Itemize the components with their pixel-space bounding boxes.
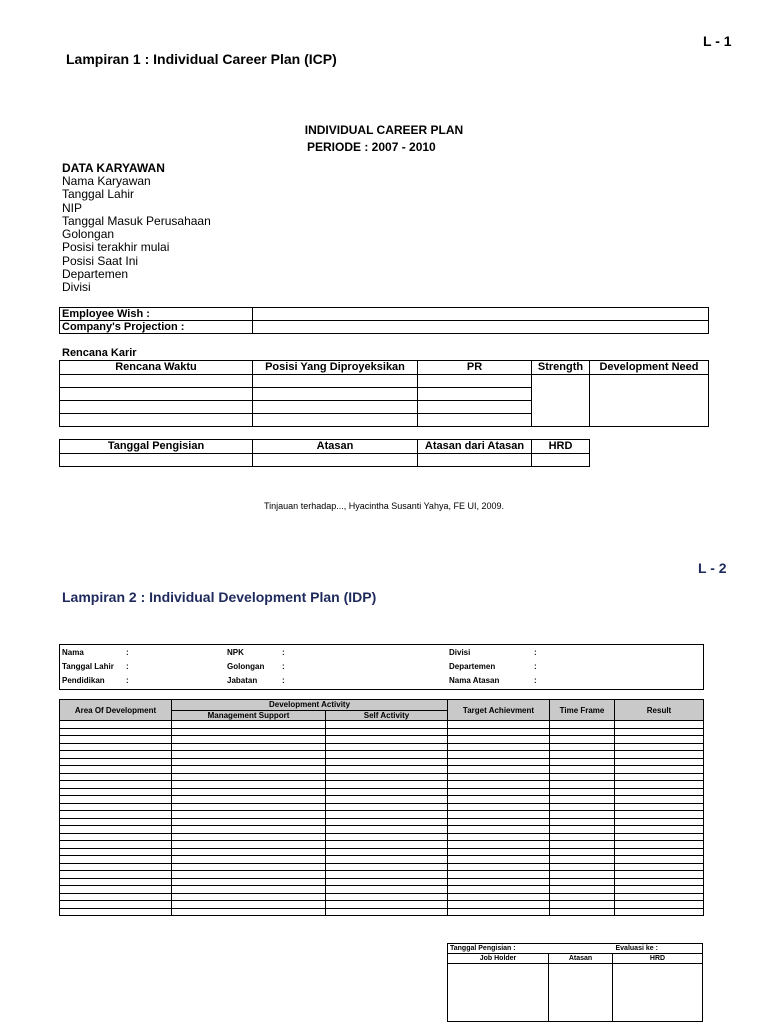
cell[interactable] bbox=[253, 375, 418, 388]
appendix-2-title: Lampiran 2 : Individual Development Plan (IDP) bbox=[62, 589, 377, 605]
cell[interactable] bbox=[326, 871, 448, 879]
cell[interactable] bbox=[60, 414, 253, 427]
cell[interactable] bbox=[615, 773, 704, 781]
field-tanggal-lahir: Tanggal Lahir bbox=[62, 187, 135, 202]
colon: : bbox=[282, 648, 285, 657]
strength-cell[interactable] bbox=[532, 375, 590, 427]
cell[interactable] bbox=[615, 781, 704, 789]
table-row bbox=[60, 826, 704, 834]
cell[interactable] bbox=[448, 826, 550, 834]
cell[interactable] bbox=[326, 856, 448, 864]
colon: : bbox=[126, 676, 129, 685]
cell[interactable] bbox=[60, 901, 172, 909]
cell[interactable] bbox=[326, 743, 448, 751]
cell[interactable] bbox=[60, 818, 172, 826]
cell[interactable] bbox=[60, 811, 172, 819]
cell[interactable] bbox=[326, 833, 448, 841]
cell[interactable] bbox=[615, 803, 704, 811]
cell[interactable] bbox=[550, 826, 615, 834]
table-row bbox=[60, 811, 704, 819]
cell[interactable] bbox=[550, 751, 615, 759]
company-projection-field[interactable] bbox=[253, 321, 709, 334]
cell[interactable] bbox=[615, 878, 704, 886]
table-row bbox=[60, 728, 704, 736]
cell[interactable] bbox=[172, 886, 326, 894]
cell[interactable] bbox=[326, 781, 448, 789]
cell[interactable] bbox=[448, 736, 550, 744]
page-code-l2: L - 2 bbox=[698, 560, 727, 576]
field-divisi: Divisi bbox=[62, 280, 91, 295]
col-pr: PR bbox=[418, 361, 532, 375]
cell[interactable] bbox=[326, 886, 448, 894]
table-row bbox=[60, 886, 704, 894]
cell[interactable] bbox=[615, 811, 704, 819]
cell[interactable] bbox=[60, 758, 172, 766]
field-nip: NIP bbox=[62, 200, 83, 215]
cell[interactable] bbox=[550, 878, 615, 886]
cell[interactable] bbox=[60, 773, 172, 781]
cell[interactable] bbox=[172, 743, 326, 751]
field-golongan: Golongan bbox=[62, 227, 115, 242]
cell[interactable] bbox=[418, 375, 532, 388]
col-posisi-diproyeksikan: Posisi Yang Diproyeksikan bbox=[253, 361, 418, 375]
cell[interactable] bbox=[615, 833, 704, 841]
cell[interactable] bbox=[550, 803, 615, 811]
cell[interactable] bbox=[448, 788, 550, 796]
cell[interactable] bbox=[60, 871, 172, 879]
cell[interactable] bbox=[550, 788, 615, 796]
cell[interactable] bbox=[326, 893, 448, 901]
cell[interactable] bbox=[172, 818, 326, 826]
info-nama-atasan-label: Nama Atasan bbox=[449, 676, 500, 685]
cell[interactable] bbox=[60, 878, 172, 886]
cell[interactable] bbox=[253, 454, 418, 467]
cell[interactable] bbox=[172, 908, 326, 916]
cell[interactable] bbox=[448, 803, 550, 811]
cell[interactable] bbox=[615, 788, 704, 796]
cell[interactable] bbox=[60, 848, 172, 856]
cell[interactable] bbox=[326, 773, 448, 781]
info-divisi-label: Divisi bbox=[449, 648, 471, 657]
cell[interactable] bbox=[60, 781, 172, 789]
cell[interactable] bbox=[448, 758, 550, 766]
cell[interactable] bbox=[172, 751, 326, 759]
cell[interactable] bbox=[550, 841, 615, 849]
field-posisi-terakhir: Posisi terakhir mulai bbox=[62, 240, 170, 255]
cell[interactable] bbox=[550, 886, 615, 894]
cell[interactable] bbox=[615, 848, 704, 856]
cell[interactable] bbox=[172, 766, 326, 774]
col-strength: Strength bbox=[532, 361, 590, 375]
cell[interactable] bbox=[60, 788, 172, 796]
employee-wish-label: Employee Wish : bbox=[60, 308, 253, 321]
col-target-achievment: Target Achievment bbox=[448, 700, 550, 721]
cell[interactable] bbox=[326, 721, 448, 729]
col-atasan: Atasan bbox=[253, 440, 418, 454]
employee-wish-field[interactable] bbox=[253, 308, 709, 321]
data-karyawan-fields bbox=[62, 175, 211, 295]
cell[interactable] bbox=[60, 454, 253, 467]
col-hrd: HRD bbox=[613, 954, 703, 964]
cell[interactable] bbox=[448, 766, 550, 774]
cell[interactable] bbox=[326, 811, 448, 819]
cell[interactable] bbox=[326, 758, 448, 766]
data-karyawan-heading: DATA KARYAWAN bbox=[62, 161, 165, 175]
table-row bbox=[60, 863, 704, 871]
cell[interactable] bbox=[448, 773, 550, 781]
cell[interactable] bbox=[550, 833, 615, 841]
col-job-holder: Job Holder bbox=[448, 954, 549, 964]
cell[interactable] bbox=[448, 908, 550, 916]
cell[interactable] bbox=[448, 878, 550, 886]
rencana-karir-label: Rencana Karir bbox=[62, 347, 137, 359]
cell[interactable] bbox=[448, 781, 550, 789]
cell[interactable] bbox=[418, 414, 532, 427]
cell[interactable] bbox=[60, 833, 172, 841]
cell[interactable] bbox=[326, 803, 448, 811]
table-row bbox=[60, 773, 704, 781]
cell[interactable] bbox=[326, 908, 448, 916]
col-result: Result bbox=[615, 700, 704, 721]
cell[interactable] bbox=[60, 766, 172, 774]
cell[interactable] bbox=[448, 863, 550, 871]
cell[interactable] bbox=[615, 893, 704, 901]
cell[interactable] bbox=[172, 833, 326, 841]
company-projection-label: Company's Projection : bbox=[60, 321, 253, 334]
cell[interactable] bbox=[172, 721, 326, 729]
cell[interactable] bbox=[60, 743, 172, 751]
cell[interactable] bbox=[615, 728, 704, 736]
cell[interactable] bbox=[550, 848, 615, 856]
cell[interactable] bbox=[60, 886, 172, 894]
icp-document-title: INDIVIDUAL CAREER PLAN bbox=[304, 123, 464, 137]
col-management-support: Management Support bbox=[172, 710, 326, 721]
cell[interactable] bbox=[448, 871, 550, 879]
cell[interactable] bbox=[172, 863, 326, 871]
cell[interactable] bbox=[615, 766, 704, 774]
cell[interactable] bbox=[172, 841, 326, 849]
cell[interactable] bbox=[172, 811, 326, 819]
cell[interactable] bbox=[326, 878, 448, 886]
col-development-need: Development Need bbox=[590, 361, 709, 375]
cell[interactable] bbox=[326, 766, 448, 774]
cell[interactable] bbox=[60, 728, 172, 736]
cell[interactable] bbox=[60, 841, 172, 849]
cell[interactable] bbox=[550, 871, 615, 879]
cell[interactable] bbox=[326, 826, 448, 834]
cell[interactable] bbox=[615, 886, 704, 894]
cell[interactable] bbox=[615, 751, 704, 759]
cell[interactable] bbox=[60, 908, 172, 916]
cell[interactable] bbox=[615, 796, 704, 804]
cell[interactable] bbox=[418, 388, 532, 401]
cell[interactable] bbox=[60, 856, 172, 864]
col-atasan-dari-atasan: Atasan dari Atasan bbox=[418, 440, 532, 454]
table-row bbox=[60, 454, 590, 467]
cell[interactable] bbox=[60, 893, 172, 901]
cell[interactable] bbox=[448, 856, 550, 864]
colon: : bbox=[534, 676, 537, 685]
cell[interactable] bbox=[550, 781, 615, 789]
cell[interactable] bbox=[448, 796, 550, 804]
col-development-activity: Development Activity bbox=[172, 700, 448, 711]
cell[interactable] bbox=[550, 893, 615, 901]
cell[interactable] bbox=[550, 721, 615, 729]
colon: : bbox=[282, 662, 285, 671]
cell[interactable] bbox=[172, 728, 326, 736]
cell[interactable] bbox=[448, 833, 550, 841]
table-row bbox=[60, 871, 704, 879]
colon: : bbox=[126, 648, 129, 657]
field-departemen: Departemen bbox=[62, 267, 129, 282]
cell[interactable] bbox=[448, 818, 550, 826]
table-row bbox=[60, 736, 704, 744]
cell[interactable] bbox=[60, 388, 253, 401]
cell[interactable] bbox=[615, 856, 704, 864]
table-row bbox=[60, 818, 704, 826]
cell[interactable] bbox=[550, 811, 615, 819]
cell[interactable] bbox=[172, 781, 326, 789]
employee-wish-table bbox=[59, 307, 709, 334]
cell[interactable] bbox=[60, 736, 172, 744]
cell[interactable] bbox=[172, 878, 326, 886]
cell[interactable] bbox=[550, 728, 615, 736]
table-row bbox=[60, 751, 704, 759]
cell[interactable] bbox=[60, 826, 172, 834]
cell[interactable] bbox=[550, 758, 615, 766]
cell[interactable] bbox=[60, 803, 172, 811]
cell[interactable] bbox=[326, 796, 448, 804]
cell[interactable] bbox=[615, 736, 704, 744]
idp-info-box bbox=[59, 644, 704, 690]
cell[interactable] bbox=[418, 401, 532, 414]
cell[interactable] bbox=[448, 848, 550, 856]
cell[interactable] bbox=[326, 728, 448, 736]
cell[interactable] bbox=[172, 773, 326, 781]
cell[interactable] bbox=[550, 908, 615, 916]
cell[interactable] bbox=[615, 871, 704, 879]
cell[interactable] bbox=[550, 863, 615, 871]
idp-signature-table bbox=[447, 943, 703, 1022]
icp-periode: PERIODE : 2007 - 2010 bbox=[307, 140, 436, 154]
atasan-signature[interactable] bbox=[549, 964, 613, 1022]
info-jabatan-label: Jabatan bbox=[227, 676, 258, 685]
info-departemen-label: Departemen bbox=[449, 662, 496, 671]
cell[interactable] bbox=[615, 863, 704, 871]
job-holder-signature[interactable] bbox=[448, 964, 549, 1022]
cell[interactable] bbox=[448, 743, 550, 751]
cell[interactable] bbox=[326, 736, 448, 744]
cell[interactable] bbox=[60, 796, 172, 804]
info-nama-label: Nama bbox=[62, 648, 84, 657]
cell[interactable] bbox=[60, 751, 172, 759]
cell[interactable] bbox=[172, 848, 326, 856]
cell[interactable] bbox=[448, 728, 550, 736]
table-row bbox=[60, 788, 704, 796]
cell[interactable] bbox=[615, 908, 704, 916]
cell[interactable] bbox=[60, 863, 172, 871]
sign-meta-row bbox=[448, 944, 703, 954]
col-tanggal-pengisian: Tanggal Pengisian bbox=[60, 440, 253, 454]
cell[interactable] bbox=[172, 803, 326, 811]
cell[interactable] bbox=[615, 826, 704, 834]
col-self-activity: Self Activity bbox=[326, 710, 448, 721]
info-golongan-label: Golongan bbox=[227, 662, 265, 671]
cell[interactable] bbox=[550, 773, 615, 781]
col-rencana-waktu: Rencana Waktu bbox=[60, 361, 253, 375]
col-area-of-development: Area Of Development bbox=[60, 700, 172, 721]
cell[interactable] bbox=[448, 721, 550, 729]
cell[interactable] bbox=[550, 743, 615, 751]
cell[interactable] bbox=[253, 414, 418, 427]
cell[interactable] bbox=[172, 736, 326, 744]
cell[interactable] bbox=[172, 893, 326, 901]
cell[interactable] bbox=[172, 788, 326, 796]
cell[interactable] bbox=[550, 901, 615, 909]
cell[interactable] bbox=[253, 401, 418, 414]
table-row bbox=[60, 721, 704, 729]
cell[interactable] bbox=[172, 826, 326, 834]
cell[interactable] bbox=[253, 388, 418, 401]
table-row bbox=[60, 375, 709, 388]
field-nama-karyawan: Nama Karyawan bbox=[62, 174, 151, 188]
cell[interactable] bbox=[326, 863, 448, 871]
icp-signature-table bbox=[59, 439, 590, 467]
cell[interactable] bbox=[60, 375, 253, 388]
table-row bbox=[60, 856, 704, 864]
table-row bbox=[60, 878, 704, 886]
cell[interactable] bbox=[448, 893, 550, 901]
cell[interactable] bbox=[532, 454, 590, 467]
cell[interactable] bbox=[326, 848, 448, 856]
colon: : bbox=[534, 648, 537, 657]
cell[interactable] bbox=[172, 901, 326, 909]
cell[interactable] bbox=[550, 818, 615, 826]
table-row bbox=[60, 781, 704, 789]
page-code-l1: L - 1 bbox=[703, 33, 732, 49]
info-npk-label: NPK bbox=[227, 648, 244, 657]
info-pendidikan-label: Pendidikan bbox=[62, 676, 105, 685]
cell[interactable] bbox=[550, 766, 615, 774]
cell[interactable] bbox=[326, 841, 448, 849]
cell[interactable] bbox=[615, 841, 704, 849]
table-row bbox=[60, 766, 704, 774]
cell[interactable] bbox=[326, 788, 448, 796]
cell[interactable] bbox=[326, 818, 448, 826]
table-row bbox=[60, 908, 704, 916]
table-row bbox=[60, 841, 704, 849]
cell[interactable] bbox=[448, 751, 550, 759]
cell[interactable] bbox=[418, 454, 532, 467]
cell[interactable] bbox=[326, 751, 448, 759]
field-tanggal-masuk: Tanggal Masuk Perusahaan bbox=[62, 213, 211, 228]
cell[interactable] bbox=[60, 401, 253, 414]
info-tanggal-lahir-label: Tanggal Lahir bbox=[62, 662, 114, 671]
colon: : bbox=[282, 676, 285, 685]
col-time-frame: Time Frame bbox=[550, 700, 615, 721]
cell[interactable] bbox=[615, 743, 704, 751]
appendix-1-title: Lampiran 1 : Individual Career Plan (ICP) bbox=[66, 51, 337, 67]
cell[interactable] bbox=[615, 721, 704, 729]
cell[interactable] bbox=[448, 811, 550, 819]
colon: : bbox=[534, 662, 537, 671]
cell[interactable] bbox=[172, 871, 326, 879]
cell[interactable] bbox=[60, 721, 172, 729]
rencana-karir-table bbox=[59, 360, 709, 427]
colon: : bbox=[126, 662, 129, 671]
cell[interactable] bbox=[615, 758, 704, 766]
table-row bbox=[60, 901, 704, 909]
cell[interactable] bbox=[172, 796, 326, 804]
cell[interactable] bbox=[448, 886, 550, 894]
cell[interactable] bbox=[172, 758, 326, 766]
table-row bbox=[60, 743, 704, 751]
table-row bbox=[60, 833, 704, 841]
cell[interactable] bbox=[615, 818, 704, 826]
idp-table bbox=[59, 699, 704, 916]
cell[interactable] bbox=[448, 841, 550, 849]
cell[interactable] bbox=[326, 901, 448, 909]
evaluasi-label: Evaluasi ke : bbox=[615, 945, 658, 952]
cell[interactable] bbox=[172, 856, 326, 864]
cell[interactable] bbox=[550, 856, 615, 864]
field-posisi-saat-ini: Posisi Saat Ini bbox=[62, 253, 139, 268]
table-row bbox=[60, 758, 704, 766]
development-need-cell[interactable] bbox=[590, 375, 709, 427]
hrd-signature[interactable] bbox=[613, 964, 703, 1022]
cell[interactable] bbox=[550, 736, 615, 744]
cell[interactable] bbox=[448, 901, 550, 909]
footnote: Tinjauan terhadap..., Hyacintha Susanti Yahya, FE UI, 2009. bbox=[264, 501, 504, 511]
table-row bbox=[60, 796, 704, 804]
tanggal-pengisian-label: Tanggal Pengisian : bbox=[450, 945, 516, 952]
cell[interactable] bbox=[615, 901, 704, 909]
col-atasan: Atasan bbox=[549, 954, 613, 964]
table-row bbox=[60, 893, 704, 901]
table-row bbox=[60, 803, 704, 811]
table-row bbox=[60, 848, 704, 856]
col-hrd: HRD bbox=[532, 440, 590, 454]
cell[interactable] bbox=[550, 796, 615, 804]
